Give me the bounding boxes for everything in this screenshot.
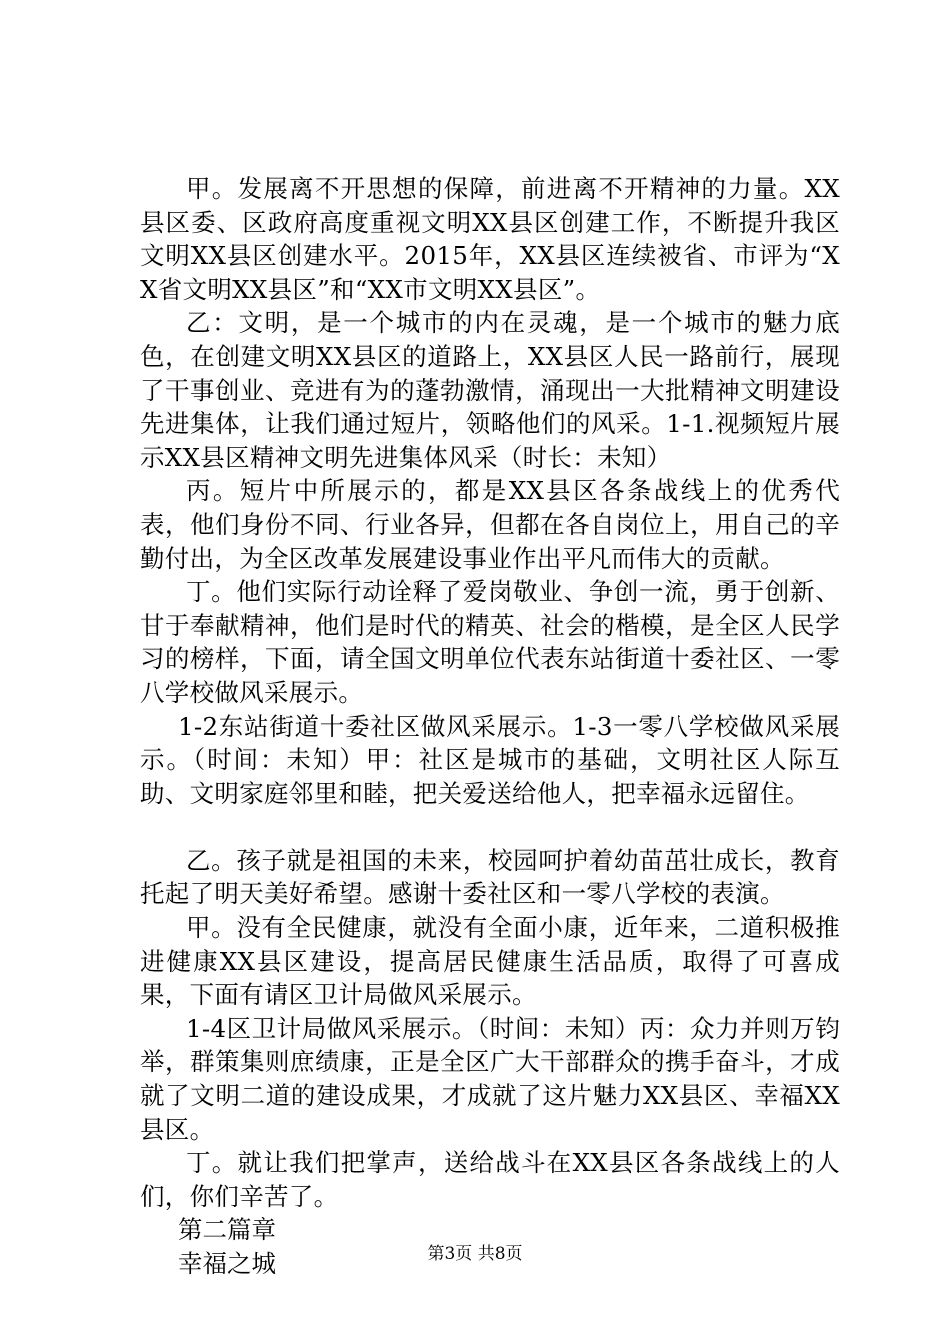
page-number-footer: 第3页 共8页	[427, 1244, 523, 1264]
paragraph-7: 甲。没有全民健康，就没有全面小康，近年来，二道积极推进健康XX县区建设，提高居民健康生活品质，取得了可喜成果，下面有请区卫计局做风采展示。	[140, 913, 840, 1010]
chapter-title: 幸福之城	[178, 1249, 276, 1278]
paragraph-8: 1-4区卫计局做风采展示。（时间：未知）丙：众力并则万钧举，群策集则庶绩康，正是全区广大干部群众的携手奋斗，才成就了文明二道的建设成果，才成就了这片魅力XX县区、幸福XX县区。	[140, 1013, 840, 1144]
paragraph-6: 乙。孩子就是祖国的未来，校园呵护着幼苗茁壮成长，教育托起了明天美好希望。感谢十委社区和一零八学校的表演。	[140, 845, 840, 909]
paragraph-9: 丁。就让我们把掌声，送给战斗在XX县区各条战线上的人们，你们辛苦了。	[140, 1148, 840, 1211]
chapter-heading: 第二篇章	[178, 1215, 276, 1245]
paragraph-2: 乙：文明，是一个城市的内在灵魂，是一个城市的魅力底色，在创建文明XX县区的道路上，XX县区人民一路前行，展现了干事创业、竞进有为的蓬勃激情，涌现出一大批精神文明建设先进集体，让我们通过短片，领略他们的风采。1-1.视频短片展示XX县区精神文明先进集体风采（时长：未知）	[140, 308, 840, 472]
paragraph-1: 甲。发展离不开思想的保障，前进离不开精神的力量。XX县区委、区政府高度重视文明XX县区创建工作，不断提升我区文明XX县区创建水平。2015年，XX县区连续被省、市评为“XX省文明XX县区”和“XX市文明XX县区”。	[140, 174, 840, 304]
paragraph-4: 丁。他们实际行动诠释了爱岗敬业、争创一流，勇于创新、甘于奉献精神，他们是时代的精英、社会的楷模，是全区人民学习的榜样，下面，请全国文明单位代表东站街道十委社区、一零八学校做风采展示。	[140, 577, 840, 707]
document-body	[140, 172, 840, 1281]
paragraph-5: 1-2东站街道十委社区做风采展示。1-3一零八学校做风采展示。（时间：未知）甲：社区是城市的基础，文明社区人际互助、文明家庭邻里和睦，把关爱送给他人，把幸福永远留住。	[140, 711, 840, 808]
paragraph-3: 丙。短片中所展示的，都是XX县区各条战线上的优秀代表，他们身份不同、行业各异，但都在各自岗位上，用自己的辛勤付出，为全区改革发展建设事业作出平凡而伟大的贡献。	[140, 476, 840, 573]
